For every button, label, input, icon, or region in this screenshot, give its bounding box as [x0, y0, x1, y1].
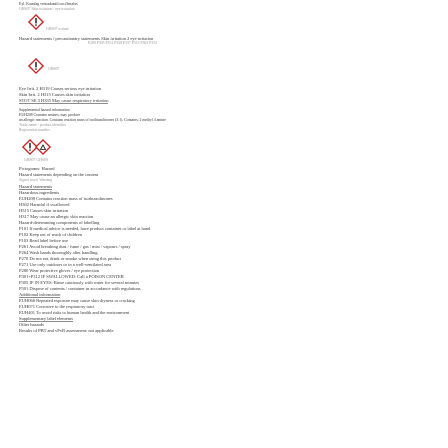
hazard-label: GHS07 irritant — [46, 27, 69, 31]
doc-line: P280 P305 P351 P338 P337 P313 P302 P352 — [88, 41, 157, 45]
doc-line: EUH208 Contains amines; may produce — [19, 113, 81, 117]
doc-line: Hazard statements depending on the content — [19, 172, 99, 177]
doc-line: Skin Irrit. 2 H315 Causes skin irritation — [19, 92, 90, 97]
doc-line: an allergic reaction. Contains reaction mass of isothiazolinones (3:1). Contains; 2 methyl 4 amine — [19, 118, 166, 122]
doc-line: EUH071 Corrosive to the respiratory tract — [19, 304, 95, 309]
doc-line: Eyl. Kuunlag ventuskantil oaci/beralus — [19, 2, 78, 6]
hazard-label: GHS07 — [48, 67, 60, 71]
doc-line: H302 Harmful if swallowed — [19, 202, 70, 207]
doc-line: Pictograms: Hazard — [19, 166, 55, 171]
doc-line: P101 If medical advice is needed, have product container or label at hand — [19, 226, 151, 231]
doc-line: Additional information — [19, 292, 61, 297]
doc-line: EUH066 Repeated exposure may cause skin dryness or cracking — [19, 298, 135, 303]
hazard-pictogram-environment-icon — [34, 138, 52, 156]
doc-line: P264 Wash hands thoroughly after handling — [19, 250, 98, 255]
doc-line: Trade name / product identifier — [19, 123, 66, 127]
doc-line: P501 Dispose of contents / container in accordance with regulations — [19, 286, 141, 291]
doc-line: Signal word: Warning — [19, 178, 53, 182]
doc-line: Supplementary label elements — [19, 316, 73, 321]
hazard-label: GHS07 GHS09 — [24, 158, 48, 162]
doc-line: P270 Do not eat, drink or smoke when using this product — [19, 256, 122, 261]
doc-line: Hazard statements — [19, 184, 52, 189]
doc-line: Results of PBT and vPvB assessment: not applicable — [19, 328, 114, 333]
doc-line: P102 Keep out of reach of children — [19, 232, 82, 237]
doc-line: Registration number — [19, 128, 50, 132]
doc-line: Eye Irrit. 2 H319 Causes serious eye irritation — [19, 86, 102, 91]
doc-line: H317 May cause an allergic skin reaction — [19, 214, 94, 219]
doc-line: P103 Read label before use — [19, 238, 68, 243]
doc-line: P305 IF IN EYES: Rinse cautiously with water for several minutes — [19, 280, 140, 285]
doc-line: STOT SE 3 H335 May cause respiratory irritation — [19, 98, 109, 103]
hazard-pictogram-exclamation-icon — [27, 57, 45, 75]
doc-line: EUH401 To avoid risks to human health and the environment — [19, 310, 130, 315]
doc-line: EUH208 Contains reaction mass of isothiazolinones — [19, 196, 113, 201]
doc-line: P280 Wear protective gloves / eye protection — [19, 268, 100, 273]
doc-line: H315 Causes skin irritation — [19, 208, 69, 213]
hazard-pictogram-exclamation-icon — [27, 13, 45, 31]
doc-line: P301+P312 IF SWALLOWED: Call a POISON CENTER — [19, 274, 124, 279]
doc-line: Hazard-determining components of labelling — [19, 220, 100, 225]
doc-line: GHS07 Skin irritation / eye irritation — [19, 7, 75, 11]
doc-line: Hazardous ingredients — [19, 190, 60, 195]
doc-line: P271 Use only outdoors or in a well-ventilated area — [19, 262, 112, 267]
doc-line: Hazard statements / precautionary statements Skin irritation 2 eye irritation — [19, 36, 154, 41]
doc-line: Other hazards — [19, 322, 44, 327]
doc-line: Supplemental hazard information — [19, 108, 70, 112]
doc-line: P261 Avoid breathing dust / fume / gas / mist / vapours / spray — [19, 244, 131, 249]
